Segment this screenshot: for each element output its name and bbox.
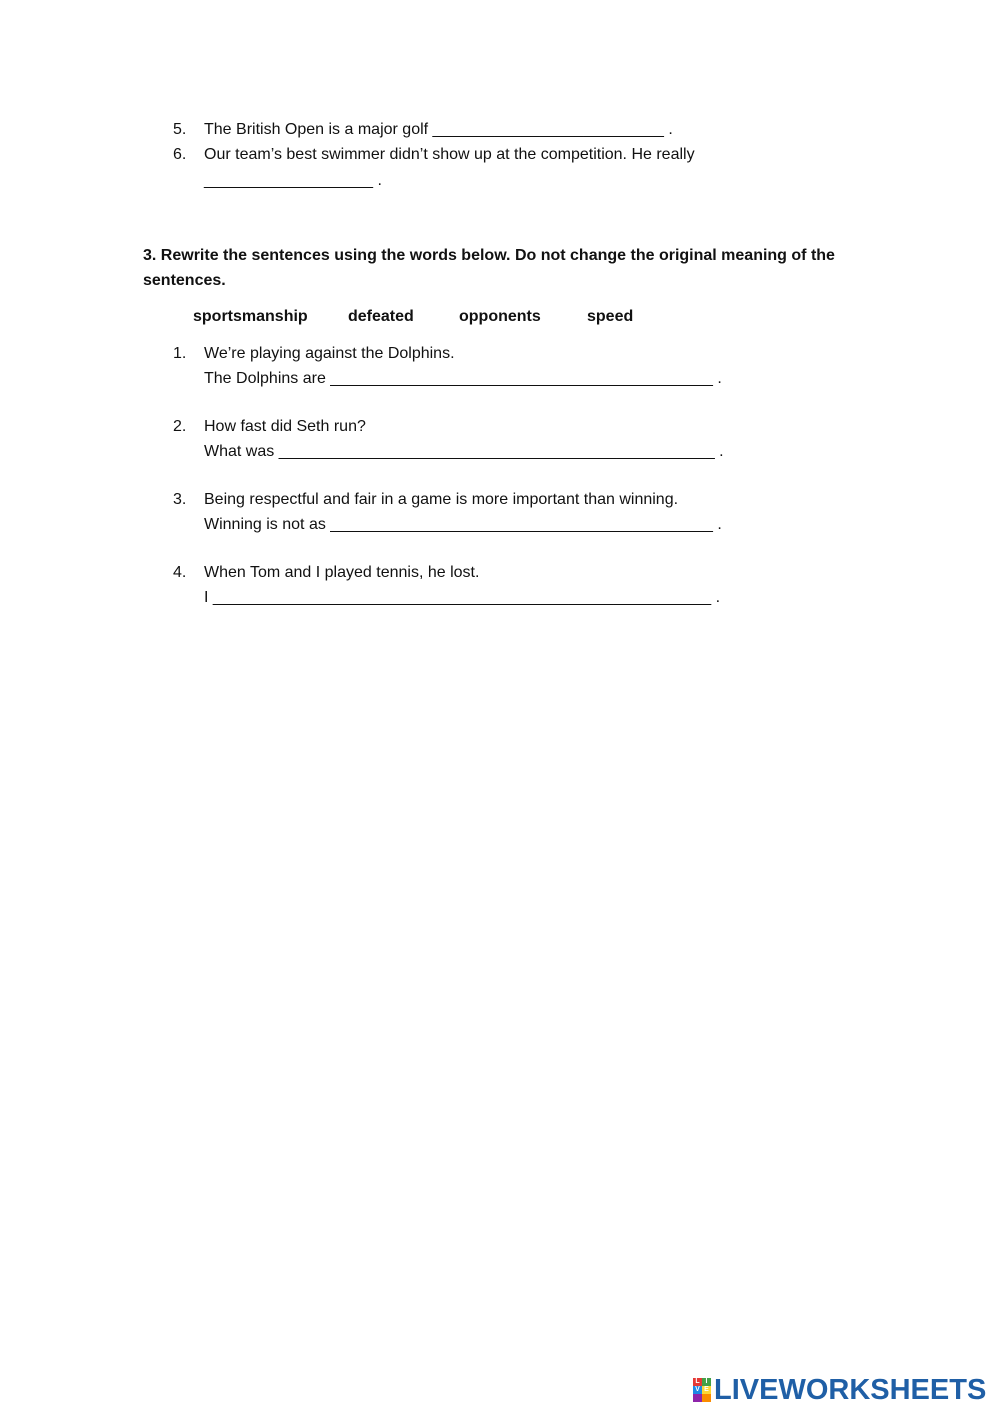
word-bank-item: defeated <box>348 308 414 325</box>
logo-mark-cell: L <box>693 1378 702 1386</box>
item-prompt: Being respectful and fair in a game is more important than winning. <box>204 491 679 508</box>
item-number: 5. <box>173 121 187 138</box>
item-number: 3. <box>173 491 187 508</box>
logo-mark-cell: V <box>693 1386 702 1394</box>
answer-line[interactable]: What was _________________________________________________ . <box>204 443 724 460</box>
liveworksheets-logo <box>693 1373 987 1406</box>
logo-mark-cell: I <box>702 1378 711 1386</box>
fill-blank-line: ___________________ . <box>204 172 382 189</box>
item-number: 6. <box>173 146 187 163</box>
answer-line[interactable]: Winning is not as ___________________________________________ . <box>204 516 722 533</box>
logo-text: LIVEWORKSHEETS <box>714 1373 987 1406</box>
fill-blank-sentence: The British Open is a major golf __________________________ . <box>204 121 673 138</box>
item-number: 1. <box>173 345 187 362</box>
item-prompt: When Tom and I played tennis, he lost. <box>204 564 480 581</box>
answer-line[interactable]: The Dolphins are ___________________________________________ . <box>204 370 722 387</box>
logo-mark-cell <box>693 1394 702 1402</box>
item-number: 4. <box>173 564 187 581</box>
word-bank-item: speed <box>587 308 634 325</box>
logo-mark-cell: E <box>702 1386 711 1394</box>
fill-blank-sentence: Our team’s best swimmer didn’t show up at the competition. He really <box>204 146 695 163</box>
word-bank-item: sportsmanship <box>193 308 308 325</box>
item-number: 2. <box>173 418 187 435</box>
logo-mark-icon <box>693 1378 711 1402</box>
section-heading: 3. Rewrite the sentences using the words below. Do not change the original meaning of the sentences. <box>143 247 835 289</box>
word-bank-item: opponents <box>459 308 541 325</box>
item-prompt: How fast did Seth run? <box>204 418 366 435</box>
item-prompt: We’re playing against the Dolphins. <box>204 345 455 362</box>
answer-line[interactable]: I ________________________________________________________ . <box>204 589 721 606</box>
logo-mark-cell <box>702 1394 711 1402</box>
